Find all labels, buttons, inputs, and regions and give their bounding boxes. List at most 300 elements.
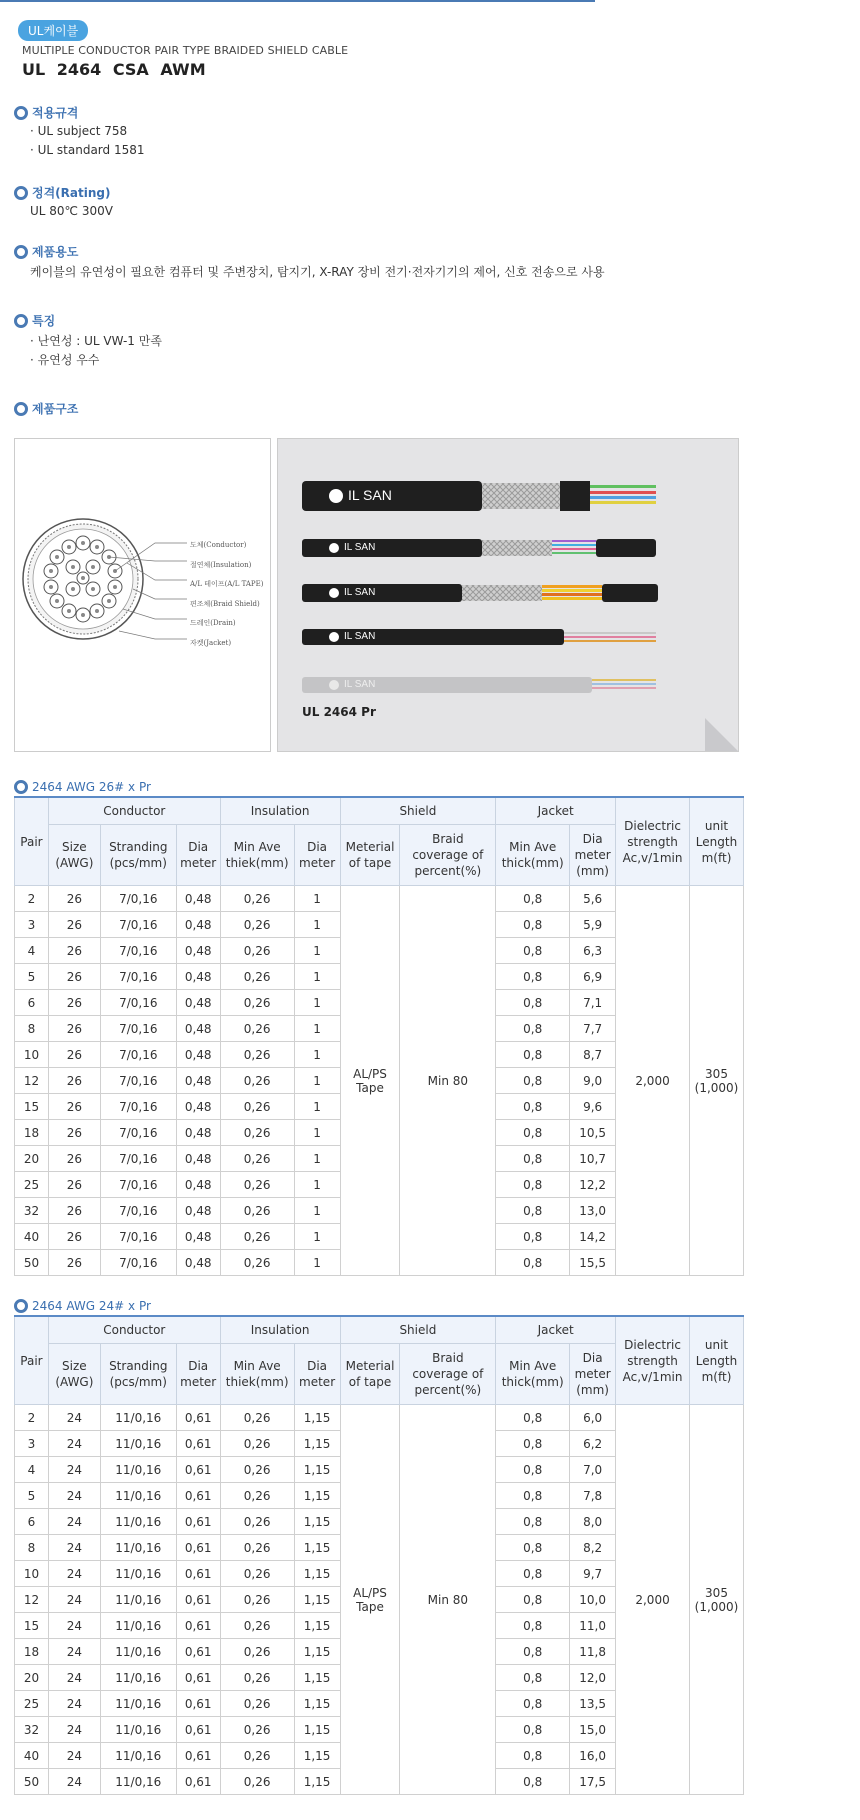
table-cell: 20 (15, 1146, 49, 1172)
table-cell: 1 (294, 964, 340, 990)
circle-bullet-icon (14, 1299, 28, 1313)
product-title: UL 2464 CSA AWM (22, 60, 206, 79)
table-cell: 6,9 (570, 964, 616, 990)
table-cell: 0,26 (220, 1743, 294, 1769)
table-cell: 13,0 (570, 1198, 616, 1224)
table-cell: 0,8 (496, 1198, 570, 1224)
table-cell: 0,26 (220, 1769, 294, 1795)
table-title-awg26 (14, 780, 151, 794)
table-cell: 10,7 (570, 1146, 616, 1172)
brand-logo-text: IL SAN (344, 542, 376, 553)
col-header-unit-length: unit Length m(ft) (690, 797, 744, 886)
table-cell: 0,8 (496, 1431, 570, 1457)
section-title: 제품용도 (32, 245, 79, 259)
table-cell: 17,5 (570, 1769, 616, 1795)
table-cell: 0,8 (496, 1613, 570, 1639)
table-cell: 50 (15, 1769, 49, 1795)
table-cell: 15 (15, 1094, 49, 1120)
table-cell: 0,8 (496, 1457, 570, 1483)
table-cell: 4 (15, 1457, 49, 1483)
table-cell: 15 (15, 1613, 49, 1639)
table-cell: 0,61 (176, 1483, 220, 1509)
braid-cell: Min 80 (400, 886, 496, 1276)
table-cell: 24 (48, 1743, 100, 1769)
table-cell: 0,61 (176, 1613, 220, 1639)
table-cell: 20 (15, 1665, 49, 1691)
col-header-dia: Dia meter (176, 825, 220, 886)
table-row (15, 1405, 744, 1431)
table-cell: 18 (15, 1639, 49, 1665)
table-cell: 1,15 (294, 1483, 340, 1509)
col-header-insulation: Insulation (220, 1316, 340, 1344)
table-cell: 1,15 (294, 1535, 340, 1561)
table-cell: 26 (48, 886, 100, 912)
table-cell: 0,26 (220, 1405, 294, 1431)
table-cell: 26 (48, 1120, 100, 1146)
length-cell: 305 (1,000) (690, 1405, 744, 1795)
col-header-min-ave: Min Ave thiek(mm) (220, 825, 294, 886)
table-cell: 6 (15, 1509, 49, 1535)
table-cell: 1 (294, 1068, 340, 1094)
col-header-material: Meterial of tape (340, 1344, 400, 1405)
table-cell: 0,48 (176, 1016, 220, 1042)
col-header-jacket: Jacket (496, 1316, 616, 1344)
table-cell: 0,48 (176, 1042, 220, 1068)
table-cell: 7/0,16 (100, 990, 176, 1016)
table-cell: 10,5 (570, 1120, 616, 1146)
table-cell: 12,2 (570, 1172, 616, 1198)
table-cell: 26 (48, 1250, 100, 1276)
col-header-braid: Braid coverage of percent(%) (400, 825, 496, 886)
table-cell: 1 (294, 1042, 340, 1068)
table-cell: 6 (15, 990, 49, 1016)
table-cell: 26 (48, 1068, 100, 1094)
table-cell: 0,48 (176, 1198, 220, 1224)
col-header-pair: Pair (15, 1316, 49, 1405)
table-cell: 1,15 (294, 1691, 340, 1717)
table-cell: 5 (15, 1483, 49, 1509)
table-cell: 13,5 (570, 1691, 616, 1717)
table-cell: 1 (294, 990, 340, 1016)
table-cell: 7,0 (570, 1457, 616, 1483)
table-cell: 24 (48, 1691, 100, 1717)
diagram-label: 도체(Conductor) (190, 541, 247, 549)
table-cell: 24 (48, 1405, 100, 1431)
table-cell: 7/0,16 (100, 1250, 176, 1276)
spec-table-awg24 (14, 1315, 744, 1795)
col-header-braid: Braid coverage of percent(%) (400, 1344, 496, 1405)
table-cell: 0,26 (220, 1457, 294, 1483)
table-cell: 0,26 (220, 1639, 294, 1665)
table-cell: 11/0,16 (100, 1613, 176, 1639)
table-cell: 0,8 (496, 1405, 570, 1431)
table-cell: 0,8 (496, 1146, 570, 1172)
table-cell: 11/0,16 (100, 1405, 176, 1431)
table-cell: 10 (15, 1042, 49, 1068)
col-header-jacket-dia: Dia meter (mm) (570, 1344, 616, 1405)
table-cell: 32 (15, 1717, 49, 1743)
table-cell: 0,26 (220, 912, 294, 938)
col-header-size: Size (AWG) (48, 825, 100, 886)
table-cell: 0,26 (220, 1250, 294, 1276)
table-cell: 7/0,16 (100, 1068, 176, 1094)
table-cell: 1,15 (294, 1639, 340, 1665)
table-cell: 11/0,16 (100, 1717, 176, 1743)
dielectric-cell: 2,000 (616, 886, 690, 1276)
table-cell: 26 (48, 912, 100, 938)
table-cell: 50 (15, 1250, 49, 1276)
table-cell: 0,26 (220, 1198, 294, 1224)
table-cell: 11/0,16 (100, 1509, 176, 1535)
table-cell: 1 (294, 1172, 340, 1198)
table-cell: 0,26 (220, 1561, 294, 1587)
table-cell: 24 (48, 1613, 100, 1639)
col-header-material: Meterial of tape (340, 825, 400, 886)
table-cell: 24 (48, 1431, 100, 1457)
table-cell: 0,8 (496, 1639, 570, 1665)
table-cell: 12 (15, 1587, 49, 1613)
table-cell: 0,8 (496, 1094, 570, 1120)
table-cell: 11/0,16 (100, 1639, 176, 1665)
table-cell: 0,48 (176, 1068, 220, 1094)
section-features-heading (14, 312, 55, 329)
table-cell: 1 (294, 1198, 340, 1224)
table-cell: 0,26 (220, 1717, 294, 1743)
table-cell: 0,26 (220, 1665, 294, 1691)
header-row (15, 1316, 744, 1344)
spec-table-awg26 (14, 796, 744, 1276)
table-cell: 7,7 (570, 1016, 616, 1042)
table-cell: 0,8 (496, 1665, 570, 1691)
table-cell: 11/0,16 (100, 1561, 176, 1587)
table-title-text: 2464 AWG 24# x Pr (32, 1299, 151, 1313)
table-cell: 15,0 (570, 1717, 616, 1743)
table-cell: 24 (48, 1535, 100, 1561)
section-title: 특징 (32, 314, 56, 328)
circle-bullet-icon (14, 402, 28, 416)
table-cell: 26 (48, 938, 100, 964)
table-cell: 0,61 (176, 1639, 220, 1665)
table-cell: 0,8 (496, 1224, 570, 1250)
table-cell: 7,8 (570, 1483, 616, 1509)
table-cell: 0,26 (220, 1483, 294, 1509)
diagram-label: 편조체(Braid Shield) (190, 599, 260, 608)
feature-item: · 유연성 우수 (30, 353, 100, 367)
table-cell: 11/0,16 (100, 1483, 176, 1509)
col-header-ins-dia: Dia meter (294, 1344, 340, 1405)
section-usage-heading (14, 243, 78, 260)
table-cell: 0,61 (176, 1561, 220, 1587)
table-cell: 1,15 (294, 1405, 340, 1431)
col-header-jacket-dia: Dia meter (mm) (570, 825, 616, 886)
table-cell: 7/0,16 (100, 1120, 176, 1146)
table-cell: 0,48 (176, 886, 220, 912)
table-cell: 0,48 (176, 938, 220, 964)
table-cell: 1,15 (294, 1613, 340, 1639)
table-cell: 0,8 (496, 912, 570, 938)
header-row (15, 797, 744, 825)
table-cell: 1,15 (294, 1509, 340, 1535)
page-curl (705, 718, 739, 752)
table-cell: 16,0 (570, 1743, 616, 1769)
col-header-conductor: Conductor (48, 1316, 220, 1344)
table-cell: 7/0,16 (100, 964, 176, 990)
table-cell: 0,48 (176, 1250, 220, 1276)
table-cell: 0,26 (220, 1146, 294, 1172)
table-cell: 0,26 (220, 1431, 294, 1457)
section-title: 제품구조 (32, 402, 79, 416)
table-cell: 0,26 (220, 1016, 294, 1042)
table-cell: 0,26 (220, 990, 294, 1016)
table-cell: 0,8 (496, 1509, 570, 1535)
diagram-labels (190, 536, 263, 654)
table-cell: 26 (48, 1172, 100, 1198)
table-cell: 0,8 (496, 1717, 570, 1743)
table-cell: 8,2 (570, 1535, 616, 1561)
table-cell: 5,9 (570, 912, 616, 938)
table-cell: 2 (15, 886, 49, 912)
dielectric-cell: 2,000 (616, 1405, 690, 1795)
table-cell: 24 (48, 1483, 100, 1509)
col-header-jacket-min: Min Ave thick(mm) (496, 1344, 570, 1405)
col-header-dielectric: Dielectric strength Ac,v/1min (616, 797, 690, 886)
table-cell: 11,0 (570, 1613, 616, 1639)
table-cell: 11,8 (570, 1639, 616, 1665)
circle-bullet-icon (14, 314, 28, 328)
table-cell: 0,26 (220, 1120, 294, 1146)
table-cell: 0,48 (176, 912, 220, 938)
table-cell: 0,61 (176, 1509, 220, 1535)
table-row (15, 886, 744, 912)
table-cell: 11/0,16 (100, 1587, 176, 1613)
table-cell: 4 (15, 938, 49, 964)
table-cell: 40 (15, 1224, 49, 1250)
table-cell: 0,26 (220, 1509, 294, 1535)
table-cell: 7/0,16 (100, 938, 176, 964)
table-cell: 24 (48, 1769, 100, 1795)
rating-text: UL 80℃ 300V (30, 204, 113, 218)
table-cell: 0,26 (220, 886, 294, 912)
diagram-label: 드레인(Drain) (190, 619, 236, 628)
table-cell: 0,8 (496, 990, 570, 1016)
table-cell: 1,15 (294, 1665, 340, 1691)
table-cell: 11/0,16 (100, 1535, 176, 1561)
col-header-jacket: Jacket (496, 797, 616, 825)
table-cell: 7/0,16 (100, 1146, 176, 1172)
table-cell: 0,26 (220, 1172, 294, 1198)
table-cell: 8 (15, 1535, 49, 1561)
table-cell: 6,3 (570, 938, 616, 964)
table-cell: 1,15 (294, 1431, 340, 1457)
table-cell: 1 (294, 1224, 340, 1250)
section-rating-heading (14, 184, 110, 201)
table-cell: 1 (294, 1250, 340, 1276)
table-cell: 0,8 (496, 1120, 570, 1146)
table-cell: 11/0,16 (100, 1769, 176, 1795)
table-cell: 1 (294, 886, 340, 912)
table-cell: 7/0,16 (100, 1016, 176, 1042)
table-cell: 0,61 (176, 1405, 220, 1431)
table-cell: 7/0,16 (100, 886, 176, 912)
diagram-label: 자켓(Jacket) (190, 638, 232, 647)
table-cell: 7/0,16 (100, 1198, 176, 1224)
table-cell: 0,26 (220, 1691, 294, 1717)
table-cell: 24 (48, 1587, 100, 1613)
table-cell: 11/0,16 (100, 1431, 176, 1457)
table-cell: 0,61 (176, 1587, 220, 1613)
table-cell: 1,15 (294, 1769, 340, 1795)
table-cell: 0,26 (220, 1224, 294, 1250)
table-cell: 3 (15, 1431, 49, 1457)
table-cell: 0,8 (496, 938, 570, 964)
diagram-label: 절연체(Insulation) (190, 560, 252, 569)
braid-cell: Min 80 (400, 1405, 496, 1795)
length-cell: 305 (1,000) (690, 886, 744, 1276)
circle-bullet-icon (14, 186, 28, 200)
table-cell: 10 (15, 1561, 49, 1587)
col-header-shield: Shield (340, 797, 496, 825)
col-header-stranding: Stranding (pcs/mm) (100, 825, 176, 886)
table-cell: 7/0,16 (100, 1224, 176, 1250)
table-cell: 40 (15, 1743, 49, 1769)
table-cell: 0,8 (496, 1042, 570, 1068)
diagram-label: A/L 테이프(A/L TAPE) (190, 580, 264, 589)
top-divider (0, 0, 595, 2)
table-cell: 0,48 (176, 990, 220, 1016)
table-cell: 0,26 (220, 1535, 294, 1561)
table-cell: 26 (48, 1224, 100, 1250)
table-cell: 7/0,16 (100, 1042, 176, 1068)
brand-logo-text: IL SAN (344, 631, 376, 642)
section-standards-heading (14, 104, 78, 121)
table-cell: 0,8 (496, 1769, 570, 1795)
table-cell: 26 (48, 1146, 100, 1172)
table-cell: 1,15 (294, 1717, 340, 1743)
table-cell: 0,61 (176, 1535, 220, 1561)
table-title-text: 2464 AWG 26# x Pr (32, 780, 151, 794)
table-cell: 1 (294, 912, 340, 938)
usage-text: 케이블의 유연성이 필요한 컴퓨터 및 주변장치, 탐지기, X-RAY 장비 전기·전자기기의 제어, 신호 전송으로 사용 (30, 265, 605, 279)
col-header-shield: Shield (340, 1316, 496, 1344)
table-title-awg24 (14, 1299, 151, 1313)
table-cell: 7/0,16 (100, 1172, 176, 1198)
table-cell: 12 (15, 1068, 49, 1094)
table-cell: 0,8 (496, 1068, 570, 1094)
table-cell: 0,8 (496, 964, 570, 990)
standard-item: · UL standard 1581 (30, 143, 145, 157)
table-cell: 15,5 (570, 1250, 616, 1276)
table-cell: 26 (48, 1198, 100, 1224)
table-cell: 0,48 (176, 1146, 220, 1172)
table-cell: 0,8 (496, 1561, 570, 1587)
category-badge: UL케이블 (18, 20, 88, 41)
circle-bullet-icon (14, 106, 28, 120)
table-cell: 0,8 (496, 1483, 570, 1509)
table-cell: 0,61 (176, 1769, 220, 1795)
table-cell: 24 (48, 1561, 100, 1587)
table-cell: 0,48 (176, 1120, 220, 1146)
table-cell: 0,8 (496, 886, 570, 912)
col-header-unit-length: unit Length m(ft) (690, 1316, 744, 1405)
table-cell: 6,2 (570, 1431, 616, 1457)
table-cell: 3 (15, 912, 49, 938)
table-cell: 26 (48, 1016, 100, 1042)
col-header-dia: Dia meter (176, 1344, 220, 1405)
table-cell: 0,26 (220, 1068, 294, 1094)
table-cell: 1 (294, 1094, 340, 1120)
table-cell: 26 (48, 990, 100, 1016)
table-cell: 0,61 (176, 1431, 220, 1457)
cable-cross-section-diagram (14, 438, 271, 752)
col-header-insulation: Insulation (220, 797, 340, 825)
table-cell: 0,8 (496, 1172, 570, 1198)
table-cell: 0,26 (220, 964, 294, 990)
col-header-min-ave: Min Ave thiek(mm) (220, 1344, 294, 1405)
table-cell: 32 (15, 1198, 49, 1224)
table-cell: 1 (294, 938, 340, 964)
col-header-stranding: Stranding (pcs/mm) (100, 1344, 176, 1405)
table-cell: 0,48 (176, 964, 220, 990)
table-cell: 24 (48, 1717, 100, 1743)
table-cell: 8,7 (570, 1042, 616, 1068)
col-header-conductor: Conductor (48, 797, 220, 825)
table-cell: 25 (15, 1172, 49, 1198)
table-cell: 9,0 (570, 1068, 616, 1094)
col-header-pair: Pair (15, 797, 49, 886)
table-cell: 9,6 (570, 1094, 616, 1120)
table-cell: 1 (294, 1120, 340, 1146)
table-cell: 9,7 (570, 1561, 616, 1587)
table-cell: 1,15 (294, 1743, 340, 1769)
photo-caption: UL 2464 Pr (302, 705, 376, 719)
table-cell: 18 (15, 1120, 49, 1146)
table-cell: 25 (15, 1691, 49, 1717)
table-cell: 5,6 (570, 886, 616, 912)
table-cell: 0,26 (220, 1094, 294, 1120)
table-cell: 26 (48, 1094, 100, 1120)
table-cell: 8 (15, 1016, 49, 1042)
section-structure-heading (14, 400, 78, 417)
table-cell: 12,0 (570, 1665, 616, 1691)
table-cell: 11/0,16 (100, 1743, 176, 1769)
table-cell: 0,8 (496, 1743, 570, 1769)
table-cell: 26 (48, 964, 100, 990)
table-cell: 11/0,16 (100, 1665, 176, 1691)
table-cell: 14,2 (570, 1224, 616, 1250)
table-cell: 0,8 (496, 1250, 570, 1276)
table-cell: 1 (294, 1016, 340, 1042)
table-cell: 0,61 (176, 1691, 220, 1717)
standard-item: · UL subject 758 (30, 124, 128, 138)
circle-bullet-icon (14, 245, 28, 259)
table-cell: 0,48 (176, 1172, 220, 1198)
table-cell: 0,48 (176, 1224, 220, 1250)
table-cell: 0,26 (220, 938, 294, 964)
table-cell: 0,61 (176, 1743, 220, 1769)
product-subtitle: MULTIPLE CONDUCTOR PAIR TYPE BRAIDED SHIELD CABLE (22, 44, 349, 57)
col-header-dielectric: Dielectric strength Ac,v/1min (616, 1316, 690, 1405)
table-cell: 26 (48, 1042, 100, 1068)
table-cell: 1,15 (294, 1457, 340, 1483)
table-cell: 0,8 (496, 1016, 570, 1042)
brand-logo-text: IL SAN (344, 679, 376, 690)
product-photo (277, 438, 739, 752)
table-cell: 0,26 (220, 1613, 294, 1639)
col-header-size: Size (AWG) (48, 1344, 100, 1405)
table-cell: 1 (294, 1146, 340, 1172)
col-header-ins-dia: Dia meter (294, 825, 340, 886)
table-cell: 11/0,16 (100, 1691, 176, 1717)
